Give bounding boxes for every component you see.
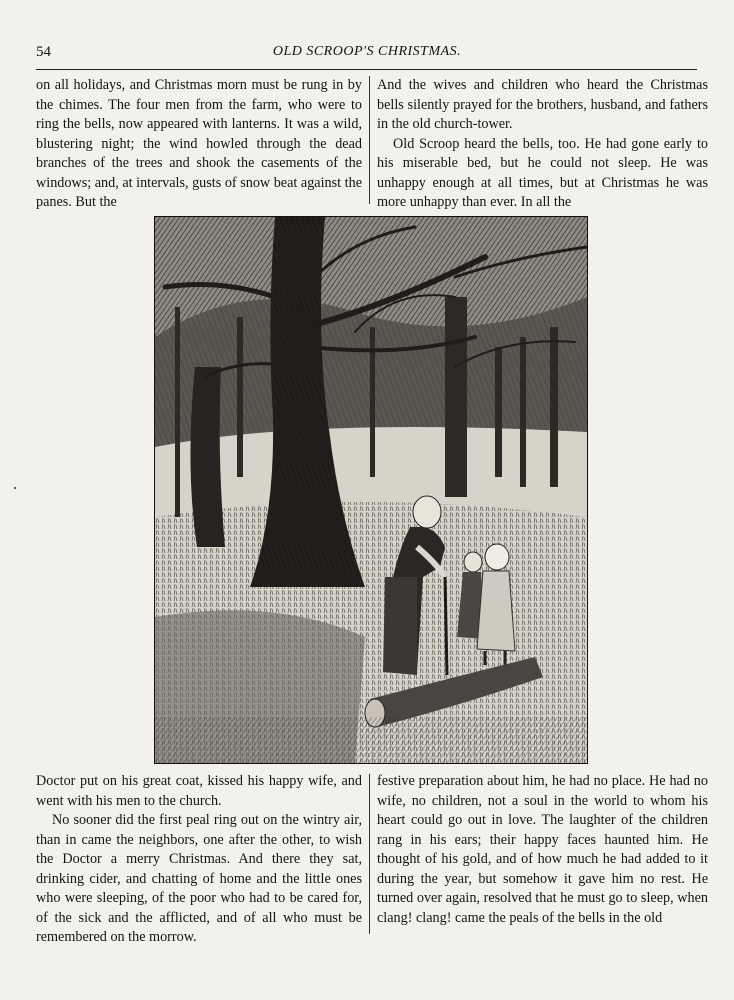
paragraph: Doctor put on his great coat, kissed his happy wife, and went with his men to the church. xyxy=(36,773,362,809)
ink-speck xyxy=(14,487,16,489)
page-number: 54 xyxy=(36,44,51,60)
column-divider-top xyxy=(369,76,370,204)
text-column-top-left xyxy=(36,76,362,213)
running-title: OLD SCROOP'S CHRISTMAS. xyxy=(272,44,462,59)
paragraph: And the wives and children who heard the Christmas bells silently prayed for the brothers, husband, and fathers in the old church-tower. xyxy=(377,77,708,132)
paragraph: festive preparation about him, he had no place. He had no wife, no children, not a soul in the world to whom his heart could go out in love. The laughter of the children rang in his ears; their happy faces haunted him. He thought of his gold, and of how much he had added to it during the year, but somehow it gave him no rest. He turned over again, resolved that he must go to sleep, when clang! clang! came the peals of the bells in the old xyxy=(377,773,708,926)
engraving-scene xyxy=(155,217,587,763)
text-column-bottom-right xyxy=(377,772,708,928)
paragraph: No sooner did the first peal ring out on the wintry air, than in came the neighbors, one after the other, to wish the Doctor a merry Christmas. And there they sat, drinking cider, and chatting of home and the little ones who were sleeping, of the poor who had to be cared for, of the sick and the afflicted, and of all who must be remembered on the morrow. xyxy=(36,812,362,945)
column-divider-bottom xyxy=(369,774,370,934)
running-head xyxy=(36,44,698,68)
text-column-bottom-left xyxy=(36,772,362,948)
paragraph: on all holidays, and Christmas morn must be rung in by the chimes. The four men from the farm, who were to ring the bells, now appeared with lanterns. It was a wild, blustering night; the wind howled through the dead branches of the trees and shook the casements of the windows; and, at intervals, gusts of snow beat against the panes. But the xyxy=(36,77,362,210)
header-rule xyxy=(36,69,697,70)
text-column-top-right xyxy=(377,76,708,213)
paragraph: Old Scroop heard the bells, too. He had gone early to his miserable bed, but he could not sleep. He was unhappy enough at all times, but at Christmas he was more unhappy than ever. In all the xyxy=(377,135,708,210)
illustration-engraving xyxy=(154,216,588,764)
